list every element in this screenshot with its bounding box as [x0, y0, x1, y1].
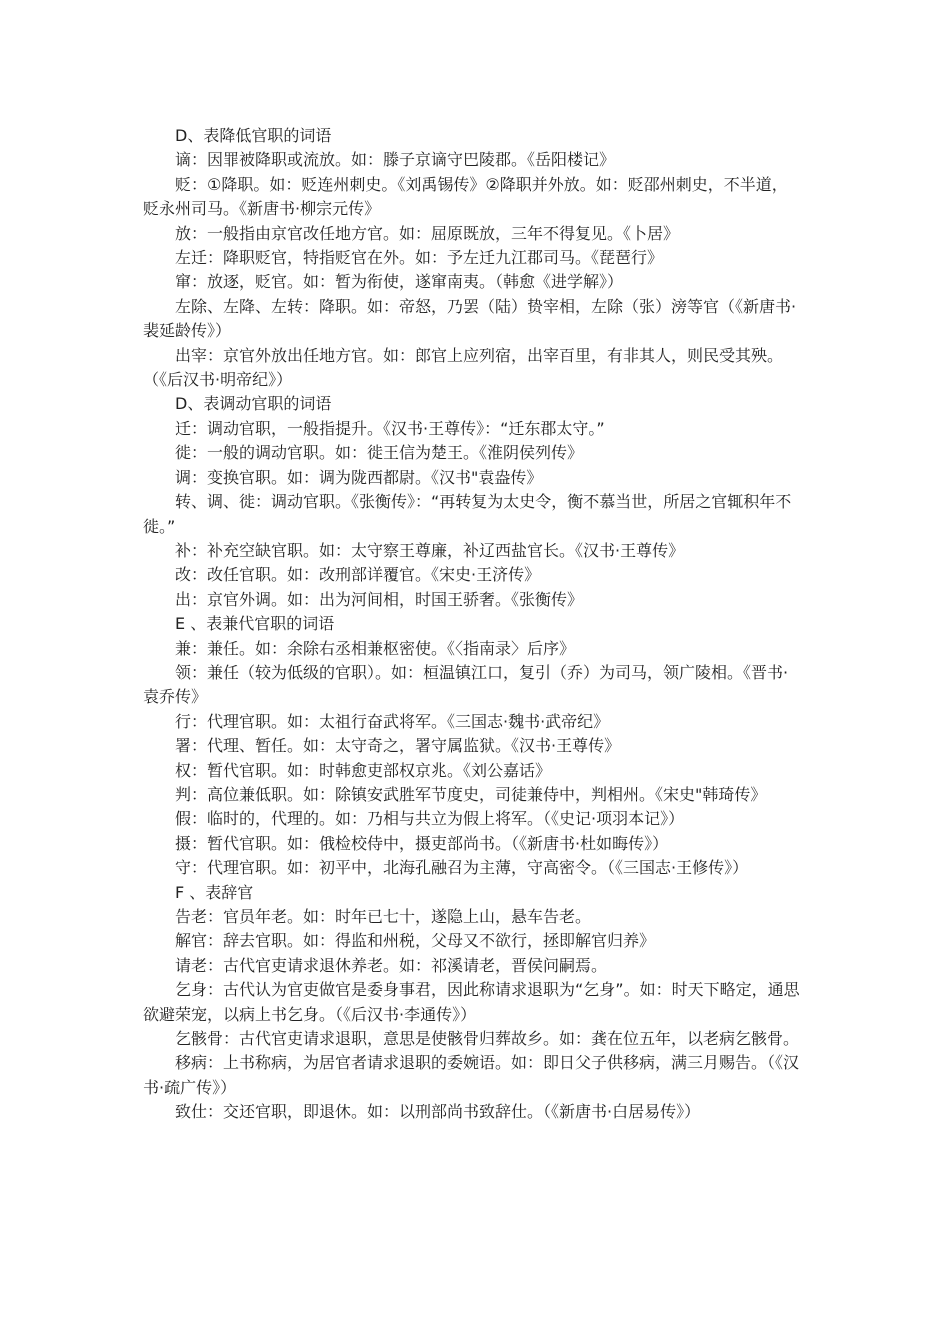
paragraph: 告老：官员年老。如：时年已七十，遂隐上山，悬车告老。 — [175, 907, 592, 926]
paragraph: 改：改任官职。如：改刑部详覆官。《宋史·王济传》 — [175, 565, 541, 585]
paragraph: 左除、左降、左转：降职。如：帝怒，乃罢（陆）贽宰相，左除（张）滂等官（《新唐书·裴延龄传》） — [143, 296, 797, 341]
section-heading: E 、表兼代官职的词语 — [175, 614, 335, 634]
paragraph: 补：补充空缺官职。如：太守察王尊廉，补辽西盐官长。《汉书·王尊传》 — [175, 540, 685, 560]
paragraph: 窜：放逐，贬官。如：暂为衔使，遂窜南夷。（韩愈《进学解》） — [175, 272, 624, 292]
section-heading: D、表降低官职的词语 — [175, 126, 332, 145]
paragraph: 迁：调动官职，一般指提升。《汉书·王尊传》：“迁东郡太守。” — [175, 418, 605, 438]
paragraph: 移病：上书称病，为居官者请求退职的委婉语。如：即日父子供移病，满三月赐告。（《汉书·疏广传》） — [143, 1053, 800, 1097]
section-heading: F 、表辞官 — [175, 882, 254, 902]
paragraph: 贬：①降职。如：贬连州刺史。《刘禹锡传》②降职并外放。如：贬邵州刺史，不半道，贬永州司马。《新唐书·柳宗元传》 — [143, 174, 788, 219]
paragraph: 徙：一般的调动官职。如：徙王信为楚王。《淮阴侯列传》 — [175, 443, 584, 463]
paragraph: 摄：暂代官职。如：俄检校侍中，摄吏部尚书。（《新唐书·杜如晦传》） — [175, 833, 669, 853]
document-body — [143, 124, 803, 1125]
paragraph: 调：变换官职。如：调为陇西都尉。《汉书"袁盎传》 — [175, 467, 543, 487]
paragraph: 左迁：降职贬官，特指贬官在外。如：予左迁九江郡司马。《琵琶行》 — [175, 248, 664, 268]
paragraph: 放：一般指由京官改任地方官。如：屈原既放，三年不得复见。《卜居》 — [175, 223, 680, 243]
paragraph: 解官：辞去官职。如：得监和州税，父母又不欲行，拯即解官归养》 — [175, 931, 656, 951]
paragraph: 乞骸骨：古代官吏请求退职，意思是使骸骨归葬故乡。如：龚在位五年，以老病乞骸骨。 — [175, 1029, 800, 1049]
paragraph: 谪：因罪被降职或流放。如：滕子京谪守巴陵郡。《岳阳楼记》 — [175, 150, 616, 170]
paragraph: 假：临时的，代理的。如：乃相与共立为假上将军。（《史记·项羽本记》） — [175, 809, 685, 829]
paragraph: 致仕：交还官职，即退休。如：以刑部尚书致辞仕。（《新唐书·白居易传》） — [175, 1102, 701, 1122]
section-heading: D、表调动官职的词语 — [175, 394, 332, 414]
paragraph: 判：高位兼低职。如：除镇安武胜军节度史，司徒兼侍中，判相州。《宋史"韩琦传》 — [175, 784, 767, 804]
paragraph: 领：兼任（较为低级的官职）。如：桓温镇江口，复引（乔）为司马，领广陵相。《晋书·袁乔传》 — [143, 662, 789, 707]
paragraph: 出宰：京官外放出任地方官。如：郎官上应列宿，出宰百里，有非其人，则民受其殃。（《后汉书·明帝纪》） — [143, 345, 784, 390]
paragraph: 出：京官外调。如：出为河间相，时国王骄奢。《张衡传》 — [175, 589, 584, 609]
paragraph: 乞身：古代认为官吏做官是委身事君，因此称请求退职为“乞身”。如：时天下略定，通思欲避荣宠，以病上书乞身。（《后汉书·李通传》） — [143, 980, 800, 1024]
paragraph: 权：暂代官职。如：时韩愈吏部权京兆。《刘公嘉话》 — [175, 760, 552, 780]
paragraph: 行：代理官职。如：太祖行奋武将军。《三国志·魏书·武帝纪》 — [175, 711, 610, 731]
paragraph: 守：代理官职。如：初平中，北海孔融召为主薄，守高密令。（《三国志·王修传》） — [175, 858, 749, 878]
paragraph: 请老：古代官吏请求退休养老。如：祁溪请老，晋侯问嗣焉。 — [175, 955, 608, 975]
paragraph: 兼：兼任。如：余除右丞相兼枢密使。《〈指南录〉后序》 — [175, 638, 576, 658]
paragraph: 署：代理、暂任。如：太守奇之，署守属监狱。《汉书·王尊传》 — [175, 736, 621, 756]
paragraph: 转、调、徙：调动官职。《张衡传》：“再转复为太史令，衡不慕当世，所居之官辄积年不徙。” — [143, 492, 792, 536]
